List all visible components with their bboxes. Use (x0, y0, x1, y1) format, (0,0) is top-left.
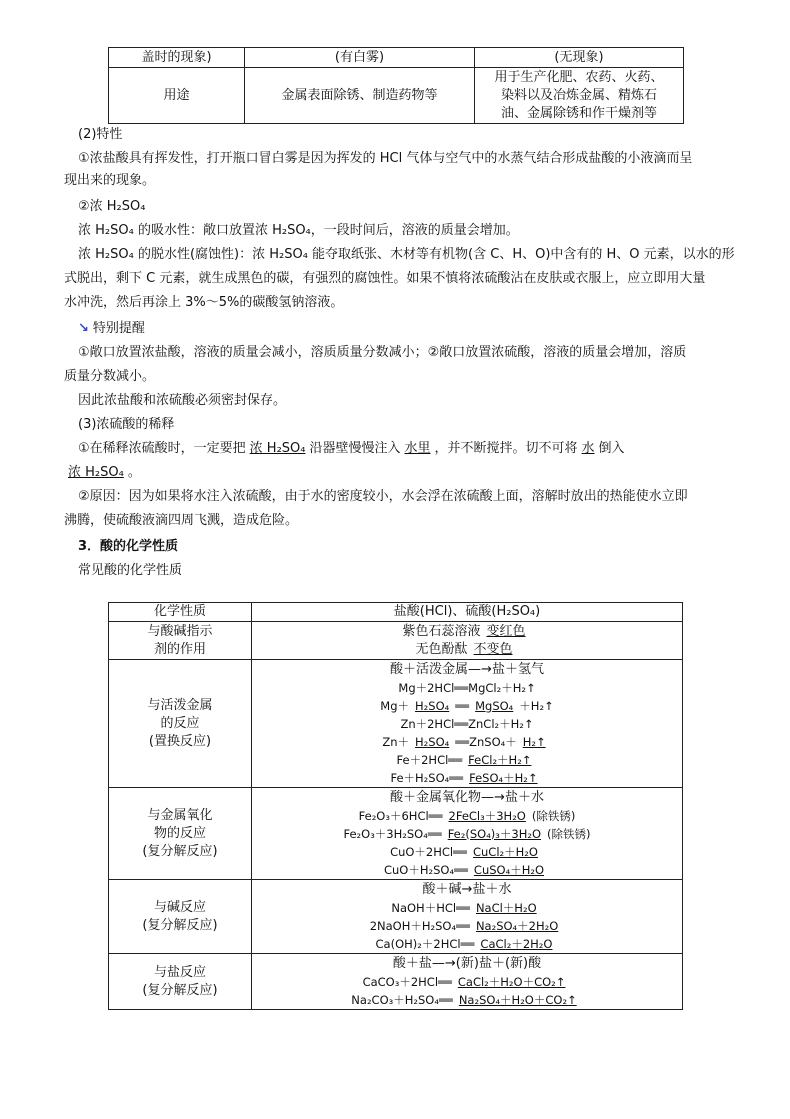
table-cell: (有白雾) (245, 48, 475, 68)
equation-line (255, 861, 679, 879)
equation-line (255, 899, 679, 917)
table-row (109, 68, 684, 124)
table-cell-label: 用途 (109, 68, 245, 124)
answer-blank: Fe₂(SO₄)₃＋3H₂O (447, 826, 542, 841)
cell-line: 染料以及冶炼金属、精炼石 (500, 87, 657, 103)
equation-line: 酸＋碱→盐＋水 (422, 881, 512, 897)
paragraph: ②浓 H₂SO₄ (78, 199, 146, 214)
paragraph (64, 462, 729, 484)
label-line: 与金属氧化 (147, 807, 213, 823)
acid-chemical-properties-table (108, 602, 683, 1010)
answer-blank: CaCl₂＋H₂O＋CO₂↑ (457, 974, 566, 989)
tip-heading (78, 318, 743, 340)
cell-line: 油、金属除锈和作干燥剂等 (500, 105, 657, 121)
row-label (109, 622, 252, 660)
text-run: 倒入 (598, 441, 625, 456)
answer-blank: CaCl₂＋2H₂O (480, 936, 553, 951)
label-line: (复分解反应) (142, 843, 218, 859)
equation-line (255, 917, 679, 935)
label-line: 与盐反应 (153, 964, 206, 980)
row-label (109, 954, 252, 1010)
table-row (109, 660, 683, 788)
section-heading: 3．酸的化学性质 (78, 539, 179, 554)
cell-line: 用于生产化肥、农药、火药、 (494, 69, 664, 85)
equation-line (255, 697, 679, 715)
equation-line: 酸＋金属氧化物—→盐＋水 (390, 789, 544, 805)
paragraph: 现出来的现象。 (64, 173, 156, 188)
section-title: (3)浓硫酸的稀释 (78, 417, 175, 432)
paragraph: ①浓盐酸具有挥发性，打开瓶口冒白雾是因为挥发的 HCl 气体与空气中的水蒸气结合形成盐酸的小液滴而呈 (78, 151, 693, 166)
equation-line (255, 769, 679, 787)
text-run: ══ZnSO₄＋ (455, 734, 517, 749)
paragraph: 沸腾，使硫酸液滴四周飞溅，造成危险。 (64, 513, 299, 528)
text-run: Fe₂O₃＋6HCl══ (358, 808, 443, 823)
answer-blank: H₂SO₄ (415, 734, 450, 749)
equation-line (255, 751, 679, 769)
row-content (252, 622, 683, 660)
header-cell: 化学性质 (109, 603, 252, 622)
row-content (252, 880, 683, 954)
paragraph: 因此浓盐酸和浓硫酸必须密封保存。 (78, 393, 287, 408)
text-run: Fe₂O₃＋3H₂SO₄══ (343, 826, 442, 841)
paragraph: ②原因：因为如果将水注入浓硫酸，由于水的密度较小，水会浮在浓硫酸上面，溶解时放出的热能使水立即 (78, 489, 688, 504)
label-line: 的反应 (160, 715, 200, 731)
equation-line (255, 733, 679, 751)
answer-blank: NaCl＋H₂O (475, 900, 537, 915)
label-line: (置换反应) (148, 733, 212, 749)
equation-line (255, 973, 679, 991)
text-run: CuO＋H₂SO₄══ (383, 862, 468, 877)
table-cell: (无现象) (475, 48, 684, 68)
answer-blank: H₂SO₄ (415, 698, 450, 713)
label-line: 剂的作用 (153, 641, 206, 657)
row-label (109, 660, 252, 788)
equation-line: 酸＋活泼金属—→盐＋氢气 (390, 661, 544, 677)
answer-blank: 水里 (404, 441, 431, 456)
label-line: (复分解反应) (142, 917, 218, 933)
answer-blank: H₂↑ (522, 734, 546, 749)
text-run: 2NaOH＋H₂SO₄══ (369, 918, 470, 933)
row-label (109, 880, 252, 954)
table-row (109, 48, 684, 68)
section-title: (2)特性 (78, 127, 123, 142)
equation-line (255, 843, 679, 861)
text-run: ，并不断搅拌。切不可将 (434, 441, 578, 456)
answer-blank: CuSO₄＋H₂O (473, 862, 545, 877)
row-content (252, 788, 683, 880)
table-row (109, 622, 683, 660)
text-run: ＋H₂↑ (519, 698, 554, 713)
text-run: 紫色石蕊溶液 (402, 623, 481, 639)
text-run: 沿器壁慢慢注入 (309, 441, 401, 456)
answer-blank: Na₂SO₄＋2H₂O (475, 918, 559, 933)
answer-blank: MgSO₄ (475, 698, 514, 713)
equation-line (255, 991, 679, 1009)
answer-blank: 浓 H₂SO₄ (68, 465, 124, 480)
paragraph: ①敞口放置浓盐酸，溶液的质量会减小，溶质质量分数减小；②敞口放置浓硫酸，溶液的质量会增加，溶质 (78, 345, 687, 360)
paragraph: 浓 H₂SO₄ 的脱水性(腐蚀性)：浓 H₂SO₄ 能夺取纸张、木材等有机物(含 C、H、O)中含有的 H、O 元素，以水的形 (78, 247, 735, 262)
equation-line (255, 825, 679, 843)
text-run: CaCO₃＋2HCl══ (362, 974, 452, 989)
answer-blank: 水 (581, 441, 595, 456)
answer-blank: 变红色 (486, 623, 526, 639)
text-run: ①在稀释浓硫酸时，一定要把 (78, 441, 246, 456)
equation-line: Mg＋2HCl══MgCl₂＋H₂↑ (398, 680, 536, 695)
paragraph: 质量分数减小。 (64, 369, 156, 384)
text-run: Ca(OH)₂＋2HCl══ (375, 936, 475, 951)
text-run: ══ (455, 698, 470, 713)
label-line: 与活泼金属 (147, 697, 213, 713)
table-row (109, 880, 683, 954)
text-run: Zn＋ (382, 734, 410, 749)
table-cell: 盖时的现象) (109, 48, 245, 68)
table-row (109, 954, 683, 1010)
equation-line (255, 623, 679, 641)
tip-title: 特别提醒 (92, 321, 145, 336)
label-line: 与酸碱指示 (147, 623, 213, 639)
text-run: 。 (127, 465, 141, 480)
table-row (109, 788, 683, 880)
paragraph: 浓 H₂SO₄ 的吸水性：敞口放置浓 H₂SO₄，一段时间后，溶液的质量会增加。 (78, 223, 519, 238)
text-run: Mg＋ (380, 698, 410, 713)
text-run: Fe＋H₂SO₄══ (390, 770, 464, 785)
paragraph-fill-blanks (78, 438, 743, 460)
text-run: 无色酚酞 (415, 641, 468, 657)
answer-blank: FeSO₄＋H₂↑ (469, 770, 538, 785)
arrow-icon: ↘ (78, 321, 89, 336)
text-run: (除铁锈) (531, 808, 576, 823)
answer-blank: FeCl₂＋H₂↑ (468, 752, 532, 767)
text-run: CuO＋2HCl══ (390, 844, 467, 859)
answer-blank: Na₂SO₄＋H₂O＋CO₂↑ (458, 992, 577, 1007)
equation-line (255, 935, 679, 953)
paragraph: 水冲洗，然后再涂上 3%～5%的碳酸氢钠溶液。 (64, 295, 344, 310)
row-content (252, 954, 683, 1010)
row-content (252, 660, 683, 788)
label-line: 物的反应 (153, 825, 206, 841)
table-header-row (109, 603, 683, 622)
equation-line (255, 807, 679, 825)
text-run: Na₂CO₃＋H₂SO₄══ (351, 992, 453, 1007)
row-label (109, 788, 252, 880)
answer-blank: 浓 H₂SO₄ (249, 441, 306, 456)
text-run: (除铁锈) (547, 826, 591, 841)
header-cell: 盐酸(HCl)、硫酸(H₂SO₄) (252, 603, 683, 622)
equation-line: 酸＋盐—→(新)盐＋(新)酸 (392, 955, 542, 971)
label-line: (复分解反应) (142, 982, 218, 998)
table-cell (475, 68, 684, 124)
acid-properties-table-top (108, 47, 684, 124)
text-run: NaOH＋HCl══ (391, 900, 470, 915)
label-line: 与碱反应 (153, 899, 206, 915)
answer-blank: 不变色 (473, 641, 513, 657)
text-run: Fe＋2HCl══ (396, 752, 463, 767)
answer-blank: CuCl₂＋H₂O (472, 844, 538, 859)
subheading: 常见酸的化学性质 (78, 563, 183, 578)
equation-line (255, 641, 679, 659)
equation-line: Zn＋2HCl══ZnCl₂＋H₂↑ (400, 716, 534, 731)
answer-blank: 2FeCl₃＋3H₂O (448, 808, 526, 823)
table-cell: 金属表面除锈、制造药物等 (245, 68, 475, 124)
paragraph: 式脱出，剩下 C 元素，就生成黑色的碳，有强烈的腐蚀性。如果不慎将浓硫酸沾在皮肤或衣服上，应立即用大量 (64, 271, 706, 286)
